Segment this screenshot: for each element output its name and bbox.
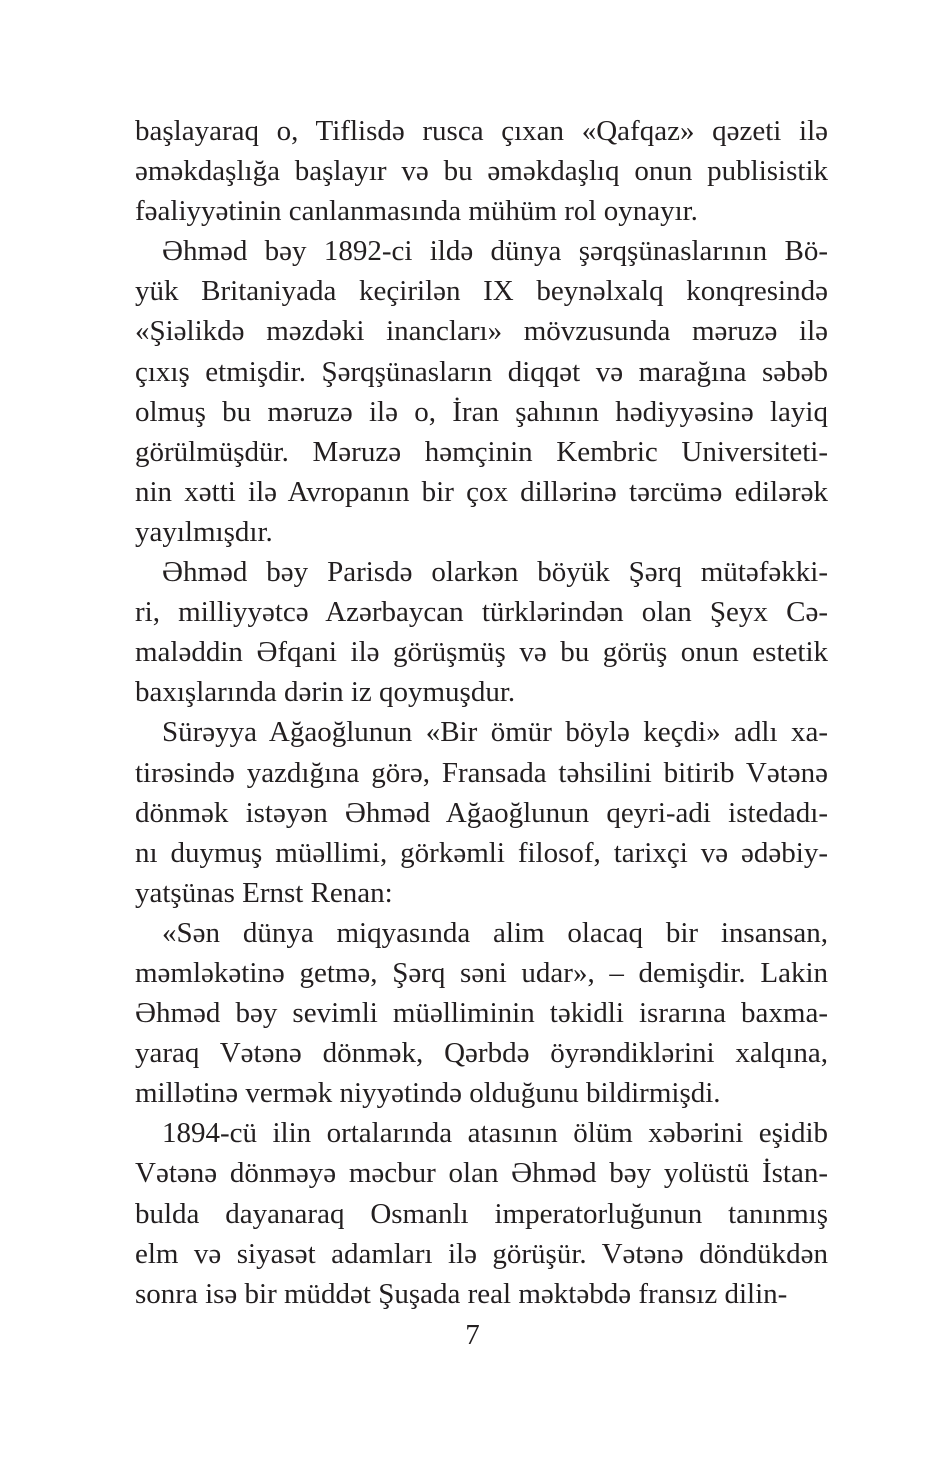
text-line: Əhməd bəy 1892-ci ildə dünya şərqşünaslarının Bö- — [162, 235, 828, 268]
text-line: Əhməd bəy sevimli müəlliminin təkidli israrına baxma- — [135, 997, 828, 1030]
text-line: görülmüşdür. Məruzə həmçinin Kembric Universiteti- — [135, 435, 828, 468]
text-line: yaraq Vətənə dönmək, Qərbdə öyrəndiklərini xalqına, — [135, 1037, 828, 1070]
text-line: dönmək istəyən Əhməd Ağaoğlunun qeyri-adi istedadı- — [135, 796, 828, 829]
page-number: 7 — [465, 1319, 480, 1351]
text-line: Vətənə dönməyə məcbur olan Əhməd bəy yolüstü İstan- — [135, 1157, 828, 1190]
text-line: nin xətti ilə Avropanın bir çox dillərinə tərcümə edilərək — [135, 475, 828, 508]
text-line: Sürəyya Ağaoğlunun «Bir ömür böylə keçdi» adlı xa- — [162, 716, 828, 749]
text-line: çıxış etmişdir. Şərqşünasların diqqət və marağına səbəb — [135, 355, 828, 388]
text-line: maləddin Əfqani ilə görüşmüş və bu görüş onun estetik — [135, 636, 828, 669]
paragraph — [135, 111, 828, 231]
text-line: elm və siyasət adamları ilə görüşür. Vətənə döndükdən — [135, 1237, 828, 1270]
paragraph — [135, 231, 828, 552]
body-text — [135, 111, 828, 1314]
text-line: sonra isə bir müddət Şuşada real məktəbdə fransız dilin- — [135, 1277, 788, 1310]
text-line: olmuş bu məruzə ilə o, İran şahının hədiyyəsinə layiq — [135, 395, 828, 428]
text-line: baxışlarında dərin iz qoymuşdur. — [135, 676, 516, 709]
text-line: yatşünas Ernst Renan: — [135, 876, 393, 909]
text-line: nı duymuş müəllimi, görkəmli filosof, tarixçi və ədəbiy- — [135, 836, 828, 869]
paragraph — [135, 913, 828, 1113]
text-line: başlayaraq o, Tiflisdə rusca çıxan «Qafqaz» qəzeti ilə — [135, 115, 828, 147]
text-line: «Sən dünya miqyasında alim olacaq bir insansan, — [162, 916, 828, 949]
text-line: yayılmışdır. — [135, 515, 273, 548]
text-line: tirəsində yazdığına görə, Fransada təhsilini bitirib Vətənə — [135, 756, 828, 789]
paragraph — [135, 552, 828, 712]
text-line: fəaliyyətinin canlanmasında mühüm rol oynayır. — [135, 195, 698, 228]
text-line: millətinə vermək niyyətində olduğunu bildirmişdi. — [135, 1077, 721, 1110]
text-line: əməkdaşlığa başlayır və bu əməkdaşlıq onun publisistik — [135, 155, 828, 188]
text-line: «Şiəlikdə məzdəki inancları» mövzusunda məruzə ilə — [135, 315, 828, 348]
text-line: məmləkətinə getmə, Şərq səni udar», – demişdir. Lakin — [135, 956, 828, 989]
text-line: yük Britaniyada keçirilən IX beynəlxalq konqresində — [135, 275, 828, 308]
text-line: Əhməd bəy Parisdə olarkən böyük Şərq mütəfəkki- — [162, 556, 828, 589]
text-line: ri, milliyyətcə Azərbaycan türklərindən olan Şeyx Cə- — [135, 596, 828, 629]
paragraph — [135, 1113, 828, 1313]
text-line: bulda dayanaraq Osmanlı imperatorluğunun tanınmış — [135, 1197, 828, 1230]
paragraph — [135, 712, 828, 912]
text-line: 1894-cü ilin ortalarında atasının ölüm xəbərini eşidib — [162, 1117, 828, 1150]
